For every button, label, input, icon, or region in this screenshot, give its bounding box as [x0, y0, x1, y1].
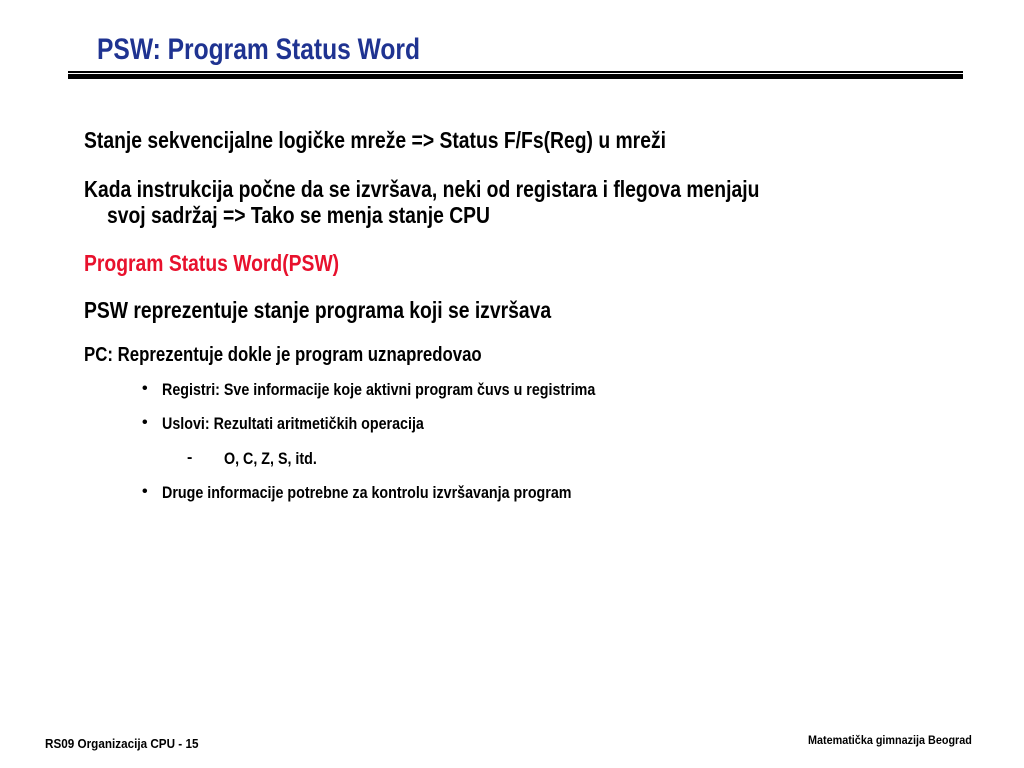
body-line-4: PSW reprezentuje stanje programa koji se izvršava [84, 297, 552, 323]
body-line-1: Stanje sekvencijalne logičke mreže => Status F/Fs(Reg) u mreži [84, 127, 666, 153]
bullet-marker: • [142, 483, 148, 500]
body-line-2a: Kada instrukcija počne da se izvršava, neki od registara i flegova menjaju [84, 176, 760, 202]
body-line-psw-heading: Program Status Word(PSW) [84, 250, 340, 276]
bullet-marker: • [142, 414, 148, 431]
footer-institution: Matematička gimnazija Beograd [808, 733, 972, 747]
title-underline-thin [68, 71, 963, 73]
bullet-druge: Druge informacije potrebne za kontrolu izvršavanja program [162, 483, 572, 502]
bullet-uslovi: Uslovi: Rezultati aritmetičkih operacija [162, 414, 424, 433]
dash-marker: - [187, 449, 193, 466]
footer-slide-number: RS09 Organizacija CPU - 15 [45, 736, 199, 751]
bullet-marker: • [142, 380, 148, 397]
body-line-pc: PC: Reprezentuje dokle je program uznapredovao [84, 344, 482, 366]
slide-title: PSW: Program Status Word [97, 33, 421, 66]
subbullet-flags: O, C, Z, S, itd. [224, 449, 317, 468]
bullet-registri: Registri: Sve informacije koje aktivni program čuvs u registrima [162, 380, 596, 399]
body-line-2b: svoj sadržaj => Tako se menja stanje CPU [107, 202, 491, 228]
title-underline-thick [68, 74, 963, 79]
